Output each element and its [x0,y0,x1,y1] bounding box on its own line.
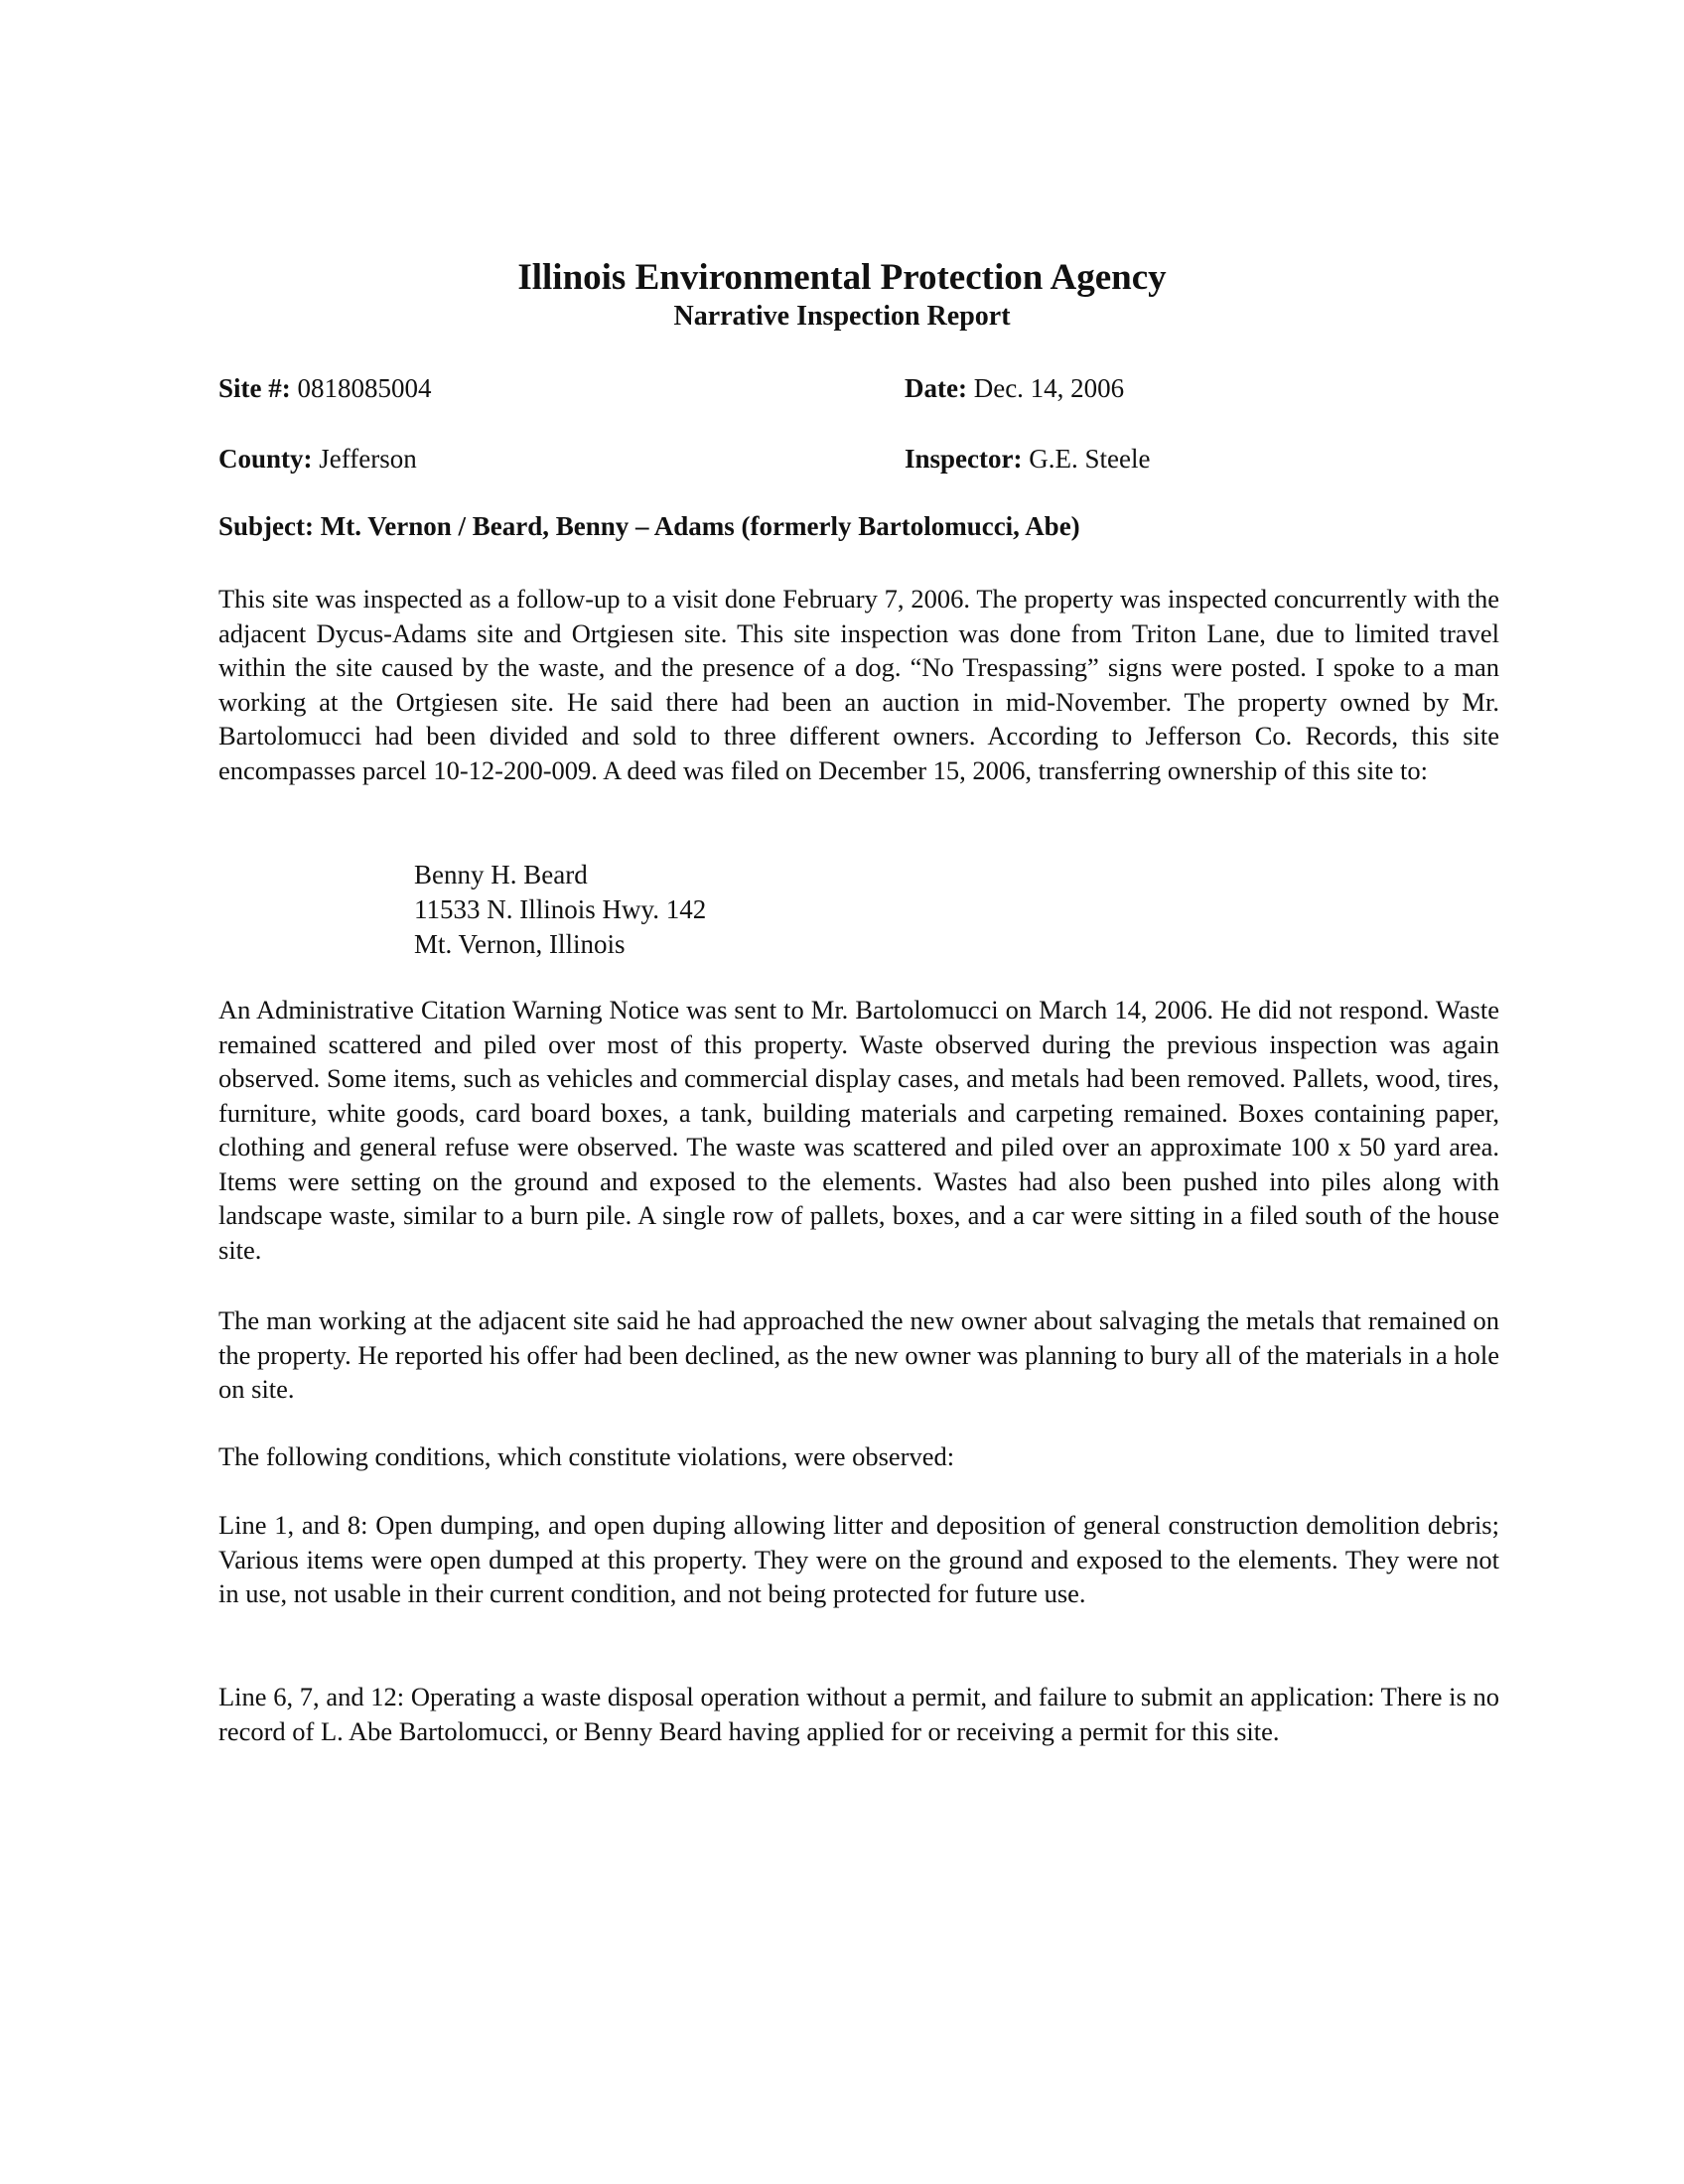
owner-name: Benny H. Beard [414,860,588,889]
paragraph-citation: An Administrative Citation Warning Notice was sent to Mr. Bartolomucci on March 14, 2006. He did not respond. Waste remained scattered and piled over most of this property. Waste observed during the previous inspection was again observed. Some items, such as vehicles and commercial display cases, and metals had been removed. Pallets, wood, tires, furniture, white goods, card board boxes, a tank, building materials and carpeting remained. Boxes containing paper, clothing and general refuse were observed. The waste was scattered and piled over an approximate 100 x 50 yard area. Items were setting on the ground and exposed to the elements. Wastes had also been pushed into piles along with landscape waste, similar to a burn pile. A single row of pallets, boxes, and a car were sitting in a filed south of the house site. [218,995,1499,1265]
date-value: Dec. 14, 2006 [973,373,1125,403]
date-field [905,371,1124,405]
site-number-value: 0818085004 [297,373,432,403]
county-label: County: [218,444,313,474]
county-field [218,442,417,476]
county-value: Jefferson [319,444,417,474]
owner-city: Mt. Vernon, Illinois [414,929,626,959]
report-subtitle: Narrative Inspection Report [673,301,1011,332]
subject-line: Subject: Mt. Vernon / Beard, Benny – Adams (formerly Bartolomucci, Abe) [218,511,1080,541]
inspector-value: G.E. Steele [1029,444,1151,474]
owner-street: 11533 N. Illinois Hwy. 142 [414,894,707,924]
inspector-field [905,442,1150,476]
paragraph-intro: This site was inspected as a follow-up to a visit done February 7, 2006. The property was inspected concurrently with the adjacent Dycus-Adams site and Ortgiesen site. This site inspection was done from Triton Lane, due to limited travel within the site caused by the waste, and the presence of a dog. “No Trespassing” signs were posted. I spoke to a man working at the Ortgiesen site. He said there had been an auction in mid-November. The property owned by Mr. Bartolomucci had been divided and sold to three different owners. According to Jefferson Co. Records, this site encompasses parcel 10-12-200-009. A deed was filed on December 15, 2006, transferring ownership of this site to: [218,584,1499,785]
agency-title: Illinois Environmental Protection Agency [517,257,1167,298]
date-label: Date: [905,373,967,403]
site-number-field [218,371,431,405]
paragraph-violation-permit: Line 6, 7, and 12: Operating a waste disposal operation without a permit, and failure to submit an application: There is no record of L. Abe Bartolomucci, or Benny Beard having applied for or receiving a permit for this site. [218,1682,1499,1746]
owner-address-block [414,858,706,962]
paragraph-violations-intro: The following conditions, which constitute violations, were observed: [218,1441,955,1471]
paragraph-violation-open-dumping: Line 1, and 8: Open dumping, and open duping allowing litter and deposition of general construction demolition debris; Various items were open dumped at this property. They were on the ground and exposed to the elements. They were not in use, not usable in their current condition, and not being protected for future use. [218,1510,1499,1608]
site-number-label: Site #: [218,373,291,403]
paragraph-salvage: The man working at the adjacent site said he had approached the new owner about salvaging the metals that remained on the property. He reported his offer had been declined, as the new owner was planning to bury all of the materials in a hole on site. [218,1305,1499,1404]
inspector-label: Inspector: [905,444,1023,474]
